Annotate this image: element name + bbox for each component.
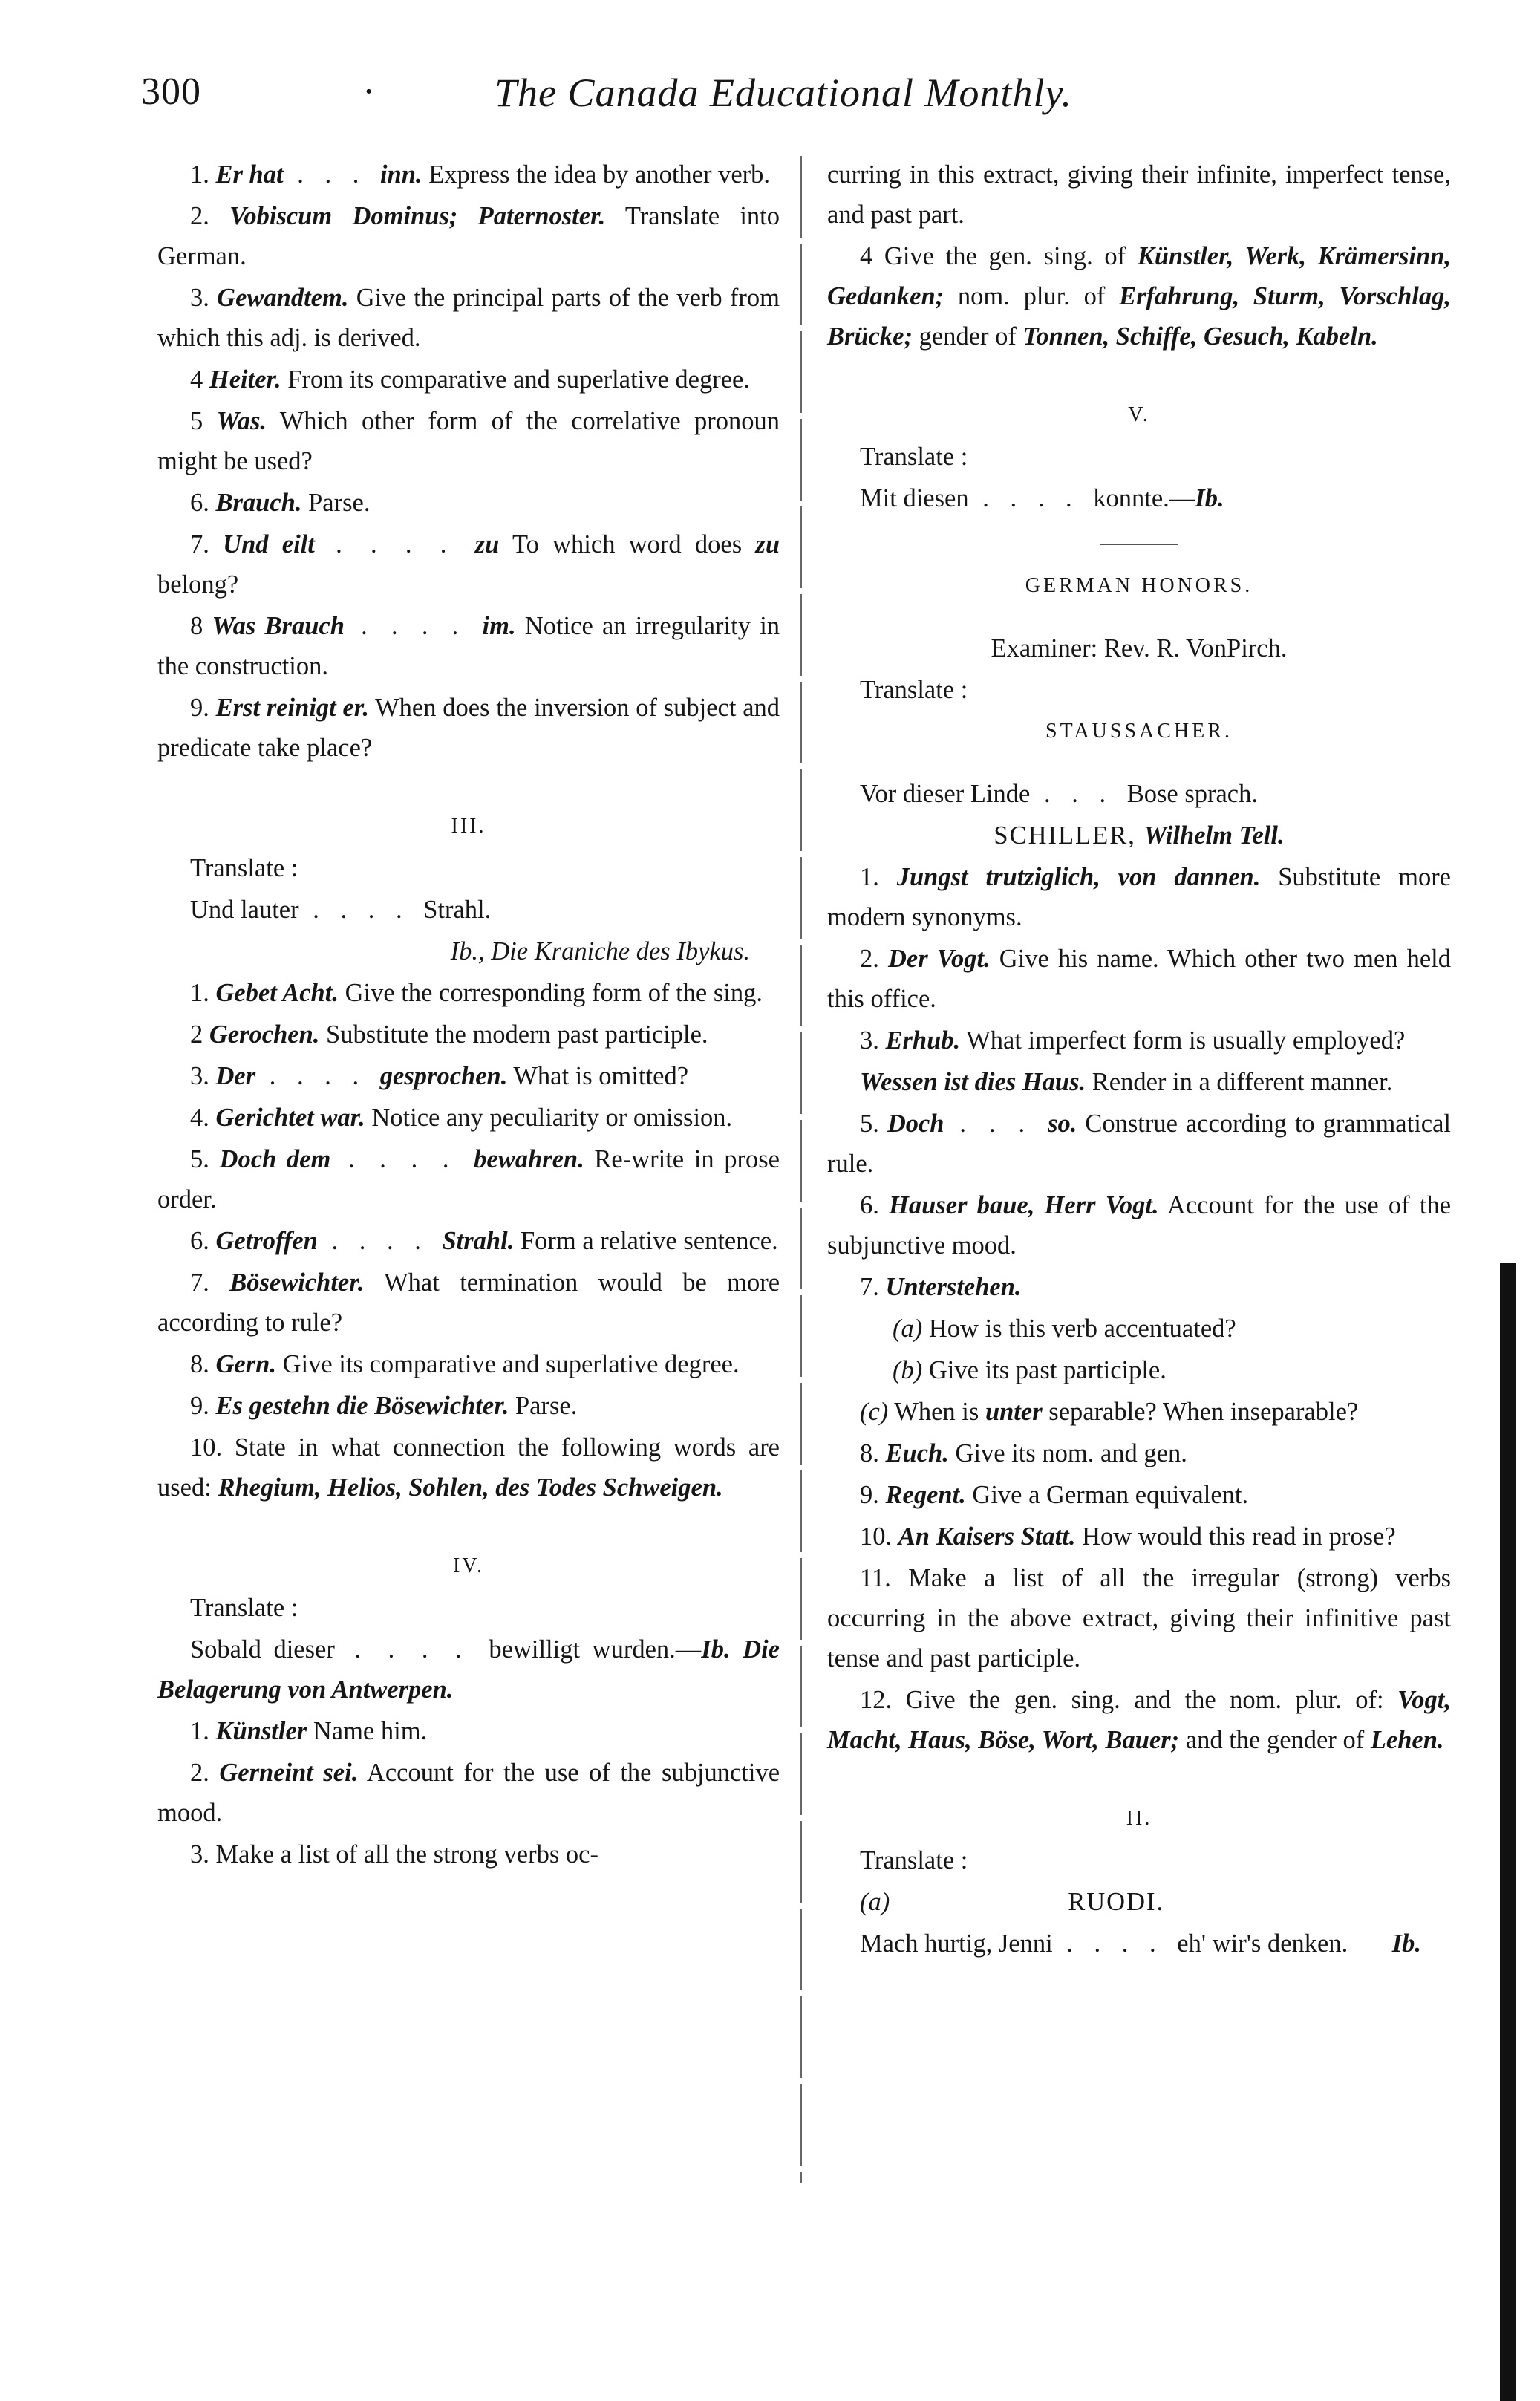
question-item: 9. Es gestehn die Bösewichter. Parse. (190, 1392, 578, 1420)
question-subitem: (c) When is unter separable? When inseparable? (860, 1398, 1359, 1426)
column-divider (800, 156, 802, 2183)
speaker-name: STAUSSACHER. (1045, 720, 1233, 743)
translation-passage: Sobald dieser . . . . bewilligt wurden.—Ib. Die Belagerung von Antwerpen. (157, 1635, 780, 1704)
question-item: 7. Und eilt . . . . zu To which word does zu belong? (157, 530, 780, 599)
translate-label: Translate : (190, 854, 298, 882)
question-item: 6. Brauch. Parse. (190, 489, 371, 517)
question-item: 7. Bösewichter. What termination would be more according to rule? (157, 1268, 780, 1337)
question-item: 2. Gerneint sei. Account for the use of the subjunctive mood. (157, 1759, 780, 1827)
question-item: 8 Was Brauch . . . . im. Notice an irregularity in the construction. (157, 612, 780, 680)
question-item: 10. State in what connection the following words are used: Rhegium, Helios, Sohlen, des Todes Schweigen. (157, 1433, 780, 1502)
question-item: 4 Give the gen. sing. of Künstler, Werk, Krämersinn, Gedanken; nom. plur. of Erfahrung, Sturm, Vorschlag, Brücke; gender of Tonnen, Schiffe, Gesuch, Kabeln. (827, 242, 1451, 351)
translate-label: Translate : (860, 676, 968, 704)
translation-passage: Vor dieser Linde . . . Bose sprach. (860, 780, 1258, 808)
source-attribution: SCHILLER, Wilhelm Tell. (994, 821, 1285, 850)
question-item: 1. Gebet Acht. Give the corresponding form of the sing. (190, 979, 763, 1007)
page-number: 300 (141, 71, 201, 113)
section-heading: II. (1126, 1807, 1152, 1830)
question-item: 11. Make a list of all the irregular (strong) verbs occurring in the above extract, giving their infinitive past tense and past participle. (827, 1564, 1451, 1672)
question-subitem: (b) Give its past participle. (893, 1356, 1167, 1384)
question-item: 5. Doch dem . . . . bewahren. Re-write in prose order. (157, 1145, 780, 1213)
question-item: 12. Give the gen. sing. and the nom. plur. of: Vogt, Macht, Haus, Böse, Wort, Bauer; and the gender of Lehen. (827, 1686, 1451, 1754)
translation-passage: Und lauter . . . . Strahl. (190, 896, 492, 924)
question-item: 1. Künstler Name him. (190, 1717, 428, 1745)
section-rule (1100, 544, 1178, 545)
continued-text: curring in this extract, giving their infinite, imperfect tense, and past part. (827, 160, 1451, 229)
question-item: 1. Er hat . . . inn. Express the idea by another verb. (190, 160, 771, 189)
question-item: 3. Make a list of all the strong verbs oc- (190, 1840, 598, 1869)
scan-edge-shadow (1500, 1263, 1516, 2401)
page-header (141, 70, 1344, 137)
question-item: 4. Gerichtet war. Notice any peculiarity or omission. (190, 1104, 733, 1132)
right-column (827, 154, 1451, 1965)
question-item: 5 Was. Which other form of the correlative pronoun might be used? (157, 407, 780, 475)
question-item: 3. Gewandtem. Give the principal parts of the verb from which this adj. is derived. (157, 284, 780, 352)
examiner-line: Examiner: Rev. R. VonPirch. (991, 634, 1288, 662)
question-item: 3. Der . . . . gesprochen. What is omitted? (190, 1062, 689, 1090)
question-item: 3. Erhub. What imperfect form is usually employed? (860, 1026, 1406, 1055)
section-heading: III. (451, 815, 486, 838)
section-heading: V. (1128, 403, 1150, 426)
question-item: 6. Hauser baue, Herr Vogt. Account for the use of the subjunctive mood. (827, 1191, 1452, 1260)
honors-title: GERMAN HONORS. (1025, 574, 1253, 597)
question-item: 4 Heiter. From its comparative and superlative degree. (190, 365, 750, 394)
question-item: 10. An Kaisers Statt. How would this read in prose? (860, 1522, 1396, 1551)
question-item: 8. Gern. Give its comparative and superlative degree. (190, 1350, 740, 1378)
question-item: 5. Doch . . . so. Construe according to grammatical rule. (827, 1110, 1452, 1178)
left-column (157, 154, 780, 1876)
speaker-line: (a) RUODI. (860, 1888, 1165, 1916)
question-item: 2. Der Vogt. Give his name. Which other two men held this office. (827, 945, 1452, 1013)
translation-passage: Mach hurtig, Jenni . . . . eh' wir's denken. Ib. (860, 1929, 1421, 1958)
question-item: 9. Erst reinigt er. When does the inversion of subject and predicate take place? (157, 694, 780, 762)
question-item: 9. Regent. Give a German equivalent. (860, 1481, 1249, 1509)
translation-passage: Mit diesen . . . . konnte.—Ib. (860, 484, 1224, 512)
question-item: 6. Getroffen . . . . Strahl. Form a relative sentence. (190, 1227, 778, 1255)
source-attribution: Ib., Die Kraniche des Ibykus. (450, 937, 750, 965)
question-item: 2 Gerochen. Substitute the modern past participle. (190, 1020, 708, 1049)
question-subitem: (a) How is this verb accentuated? (893, 1314, 1236, 1343)
translate-label: Translate : (860, 443, 968, 471)
question-item: 7. Unterstehen. (860, 1273, 1022, 1301)
question-item: Wessen ist dies Haus. Render in a different manner. (860, 1068, 1393, 1096)
running-title: The Canada Educational Monthly. (495, 71, 1072, 115)
question-item: 1. Jungst trutziglich, von dannen. Substitute more modern synonyms. (827, 863, 1451, 931)
translate-label: Translate : (190, 1594, 298, 1622)
question-item: 2. Vobiscum Dominus; Paternoster. Translate into German. (157, 202, 780, 270)
translate-label: Translate : (860, 1846, 968, 1874)
header-bullet: · (362, 71, 376, 113)
question-item: 8. Euch. Give its nom. and gen. (860, 1439, 1187, 1467)
section-heading: IV. (453, 1554, 484, 1577)
